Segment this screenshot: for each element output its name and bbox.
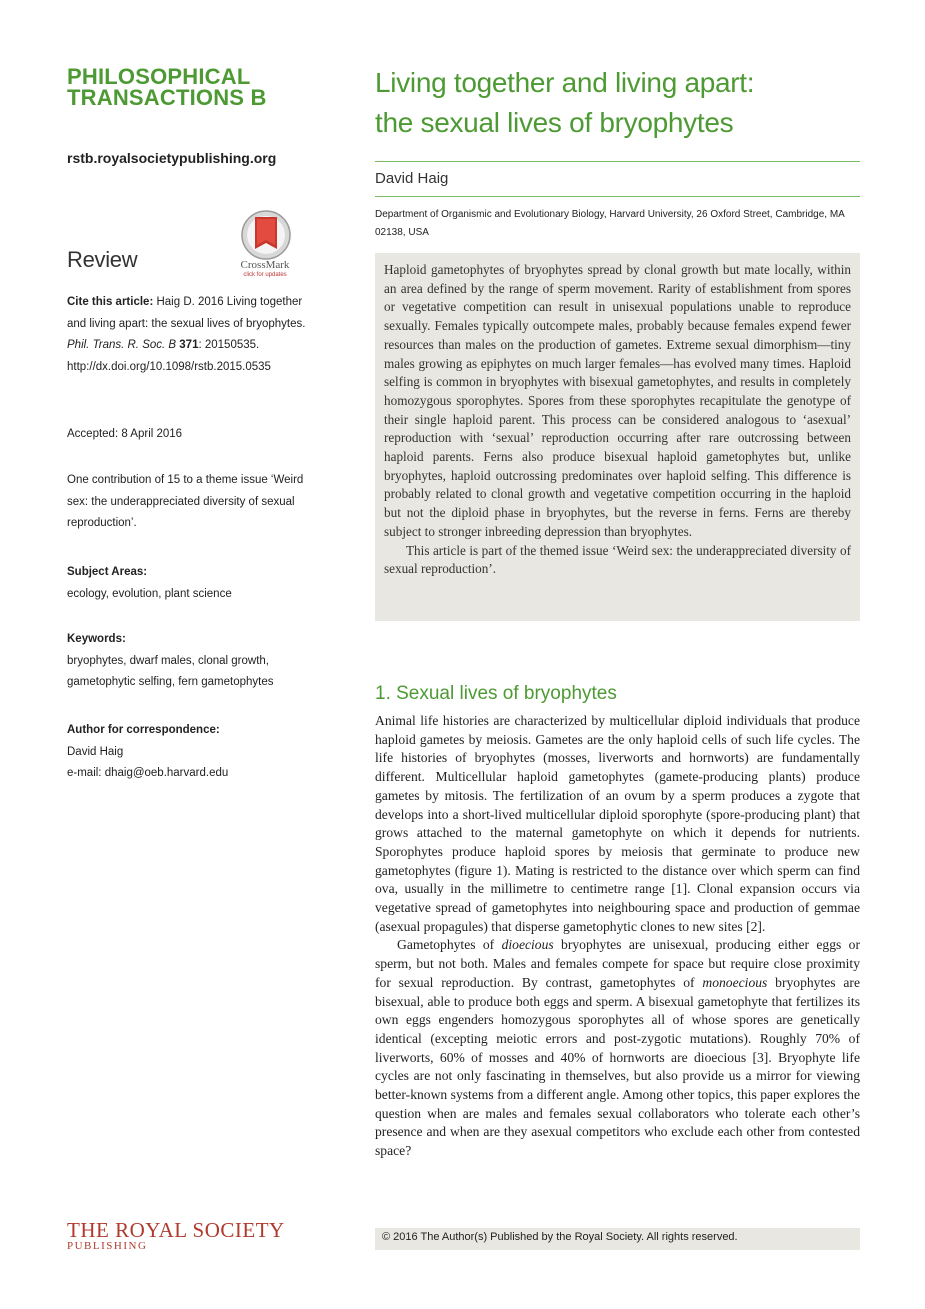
correspondence-label: Author for correspondence: xyxy=(67,724,220,736)
body-text-span: bryophytes are bisexual, able to produce both eggs and sperm. A bisexual gametophyte that fertilizes its own eggs engenders homozygous sporophytes all of whose spores are genetically identical (excepting meiotic errors and post-zygotic mutations). Roughly 70% of liverworts, 60% of mosses and 40% of hornworts are dioecious [3]. Bryophyte life cycles are not only fascinating in themselves, but also provide us a mirror for viewing better-known systems from a different angle. Among other topics, this paper explores the question when are males and females sexual collaborators who tolerate each other’s presence and when are they asexual competitors who exclude each other from contested space? xyxy=(375,974,860,1159)
abstract xyxy=(384,261,851,579)
body-text-span: Gametophytes of xyxy=(397,937,502,953)
citation-pages: : 20150535. xyxy=(198,339,260,351)
correspondence-name: David Haig xyxy=(67,745,124,758)
article-title-line2: the sexual lives of bryophytes xyxy=(375,107,734,138)
citation-text: Haig D. 2016 Living together and living apart: the sexual lives of bryophytes. xyxy=(67,296,306,330)
article-title xyxy=(375,63,855,143)
keywords-label: Keywords: xyxy=(67,633,126,645)
journal-title-line1: PHILOSOPHICAL xyxy=(67,64,251,89)
article-title-line1: Living together and living apart: xyxy=(375,67,755,98)
body-paragraph xyxy=(375,936,860,1160)
subject-areas xyxy=(67,562,307,605)
divider xyxy=(375,161,860,162)
citation-journal: Phil. Trans. R. Soc. B xyxy=(67,339,177,351)
section-heading: 1. Sexual lives of bryophytes xyxy=(375,683,617,704)
term-monoecious: monoecious xyxy=(702,974,768,990)
article-type-label: Review xyxy=(67,247,138,272)
keywords-value: bryophytes, dwarf males, clonal growth, gametophytic selfing, fern gametophytes xyxy=(67,654,274,688)
citation-volume: 371 xyxy=(179,339,199,351)
abstract-paragraph: Haploid gametophytes of bryophytes spread by clonal growth but mate locally, within an area defined by the range of sperm movement. Rarity of establishment from spores or vegetative competition can result in unisexual populations unable to reproduce sexually. Females typically outcompete males, probably because females expend fewer resources than males on the production of gametes. Extreme sexual dimorphism—tiny males growing as epiphytes on much larger females—has evolved many times. Haploid selfing is common in bryophytes with bisexual gametophytes, and results in completely homozygous sporophytes. Spores from these sporophytes recapitulate the genotype of their single haploid parent. This process can be considered analogous to ‘asexual’ reproduction with ‘sexual’ reproduction occurring after rare outcrossing between haploid parents. Ferns also produce bisexual haploid gametophytes but, unlike bryophytes, haploid outcrossing predominates over haploid selfing. This difference is probably related to clonal growth and vegetative competition occurring in the haploid but not the diploid phase in bryophytes, but the reverse in ferns. Ferns are thereby subject to stronger inbreeding depression than bryophytes. xyxy=(384,262,851,539)
body-paragraph: Animal life histories are characterized by multicellular diploid individuals that produce haploid gametes by meiosis. Gametes are the only haploid cells of such life cycles. The life histories of bryophytes (mosses, liverworts and hornworts) are fundamentally different. Multicellular haploid gametophytes (gamete-producing plants) produce gametes by mitosis. The fertilization of an ovum by a sperm produces a zygote that develops into a short-lived multicellular diploid sporophyte (spore-producing plant) that grows attached to the maternal gametophyte on which it depends for nutrients. Sporophytes produce haploid spores by meiosis that germinate to produce new gametophytes (figure 1). Mating is restricted to the distance over which sperm can find ova, usually in the millimetre to centimetre range [1]. Clonal expansion occurs via vegetative spread of gametophytes into neighbouring space and production of gemmae (asexual propagules) that disperse gametophytic clones to new sites [2]. xyxy=(375,713,860,934)
correspondence-email[interactable]: e-mail: dhaig@oeb.harvard.edu xyxy=(67,767,229,779)
journal-title xyxy=(67,66,327,108)
copyright-notice: © 2016 The Author(s) Published by the Royal Society. All rights reserved. xyxy=(382,1231,738,1243)
citation-block xyxy=(67,292,307,378)
body-text-span: bryophytes are unisexual, producing either eggs or sperm, but not both. Males and females compete for space but require close proximity for sexual reproduction. By contrast, gametophytes of xyxy=(375,937,861,990)
divider xyxy=(375,196,860,197)
abstract-paragraph: This article is part of the themed issue ‘Weird sex: the underappreciated diversity of sexual reproduction’. xyxy=(384,542,851,577)
author-name: David Haig xyxy=(375,170,449,187)
theme-issue-note: One contribution of 15 to a theme issue ‘Weird sex: the underappreciated diversity of sexual reproduction’. xyxy=(67,474,304,529)
term-dioecious: dioecious xyxy=(501,937,554,953)
body-text xyxy=(375,712,860,1161)
subject-areas-label: Subject Areas: xyxy=(67,566,148,578)
publisher-logo: THE ROYAL SOCIETY xyxy=(67,1218,285,1242)
crossmark-sublabel[interactable]: click for updates xyxy=(243,272,287,278)
author-affiliation: Department of Organismic and Evolutionary Biology, Harvard University, 26 Oxford Street, Cambridge, MA 02138, USA xyxy=(375,209,845,238)
publisher-logo-sub: PUBLISHING xyxy=(67,1240,148,1252)
doi-link[interactable]: http://dx.doi.org/10.1098/rstb.2015.0535 xyxy=(67,360,271,373)
citation-label: Cite this article: xyxy=(67,296,154,308)
correspondence xyxy=(67,720,307,785)
journal-url-link[interactable]: rstb.royalsocietypublishing.org xyxy=(67,150,277,166)
subject-areas-value: ecology, evolution, plant science xyxy=(67,587,232,600)
keywords xyxy=(67,629,307,694)
crossmark-label: CrossMark xyxy=(240,259,290,271)
journal-title-line2: TRANSACTIONS B xyxy=(67,85,267,110)
accepted-date: Accepted: 8 April 2016 xyxy=(67,428,183,440)
